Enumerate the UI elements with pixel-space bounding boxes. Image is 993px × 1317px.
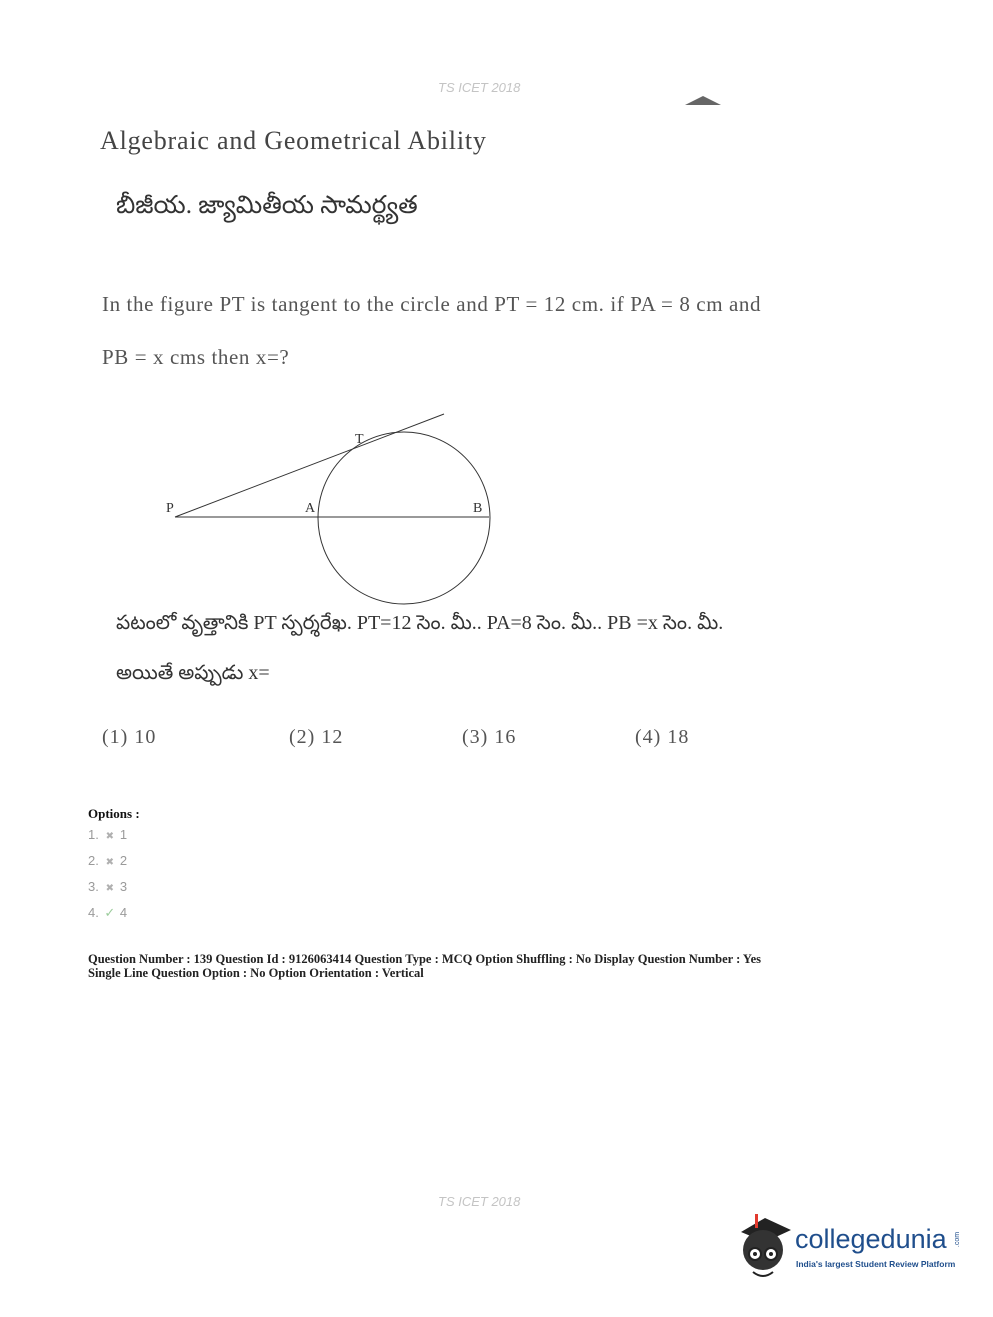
tangent-circle-figure [150,400,483,610]
circle [318,432,490,604]
option-number: 4. [88,905,99,920]
question-text-line-2: PB = x cms then x=? [102,345,290,369]
label-p: P [166,501,174,516]
logo-com: .com [954,1231,962,1248]
option-row-4 [88,905,127,921]
footer-watermark: TS ICET 2018 [438,1194,521,1209]
label-t: T [355,432,364,447]
option-value: 1 [119,827,128,842]
option-value: 2 [119,853,128,868]
question-meta-line-1: Question Number : 139 Question Id : 9126063414 Question Type : MCQ Option Shuffling : No Display Question Number : Yes [88,952,761,966]
option-row-3 [88,879,127,894]
question-meta-line-2: Single Line Question Option : No Option Orientation : Vertical [88,966,424,980]
option-row-2 [88,853,127,868]
check-mark-icon: ✓ [104,905,116,920]
cross-mark-icon: ✖ [105,883,115,894]
question-telugu-line-2: అయితే అప్పుడు x= [116,662,270,684]
option-row-1 [88,827,127,842]
options-heading: Options : [88,806,140,821]
collegedunia-logo-text: collegedunia [795,1224,947,1254]
question-text-line-1: In the figure PT is tangent to the circle and PT = 12 cm. if PA = 8 cm and [102,292,762,316]
option-number: 3. [88,879,99,894]
choice-3: (3) 16 [462,726,517,748]
collegedunia-mascot-icon [735,1210,793,1280]
choice-2: (2) 12 [289,726,344,748]
option-value: 3 [119,879,128,894]
cross-mark-icon: ✖ [105,831,115,842]
question-telugu-line-1: పటంలో వృత్తానికి PT స్పర్శరేఖ. PT=12 సెం. మీ.. PA=8 సెం. మీ.. PB =x సెం. మీ. [116,612,724,634]
section-title: Algebraic and Geometrical Ability [100,126,487,155]
choice-4: (4) 18 [635,726,690,748]
option-number: 2. [88,853,99,868]
choice-1: (1) 10 [102,726,157,748]
header-watermark: TS ICET 2018 [438,80,521,95]
label-b: B [473,501,483,516]
option-value: 4 [119,905,128,920]
label-a: A [305,501,316,516]
section-title-telugu: బీజీయ. జ్యామితీయ సామర్థ్యత [116,192,418,219]
scroll-up-icon[interactable] [683,94,723,106]
collegedunia-tagline: India's largest Student Review Platform [796,1259,956,1269]
cross-mark-icon: ✖ [105,857,115,868]
option-number: 1. [88,827,99,842]
